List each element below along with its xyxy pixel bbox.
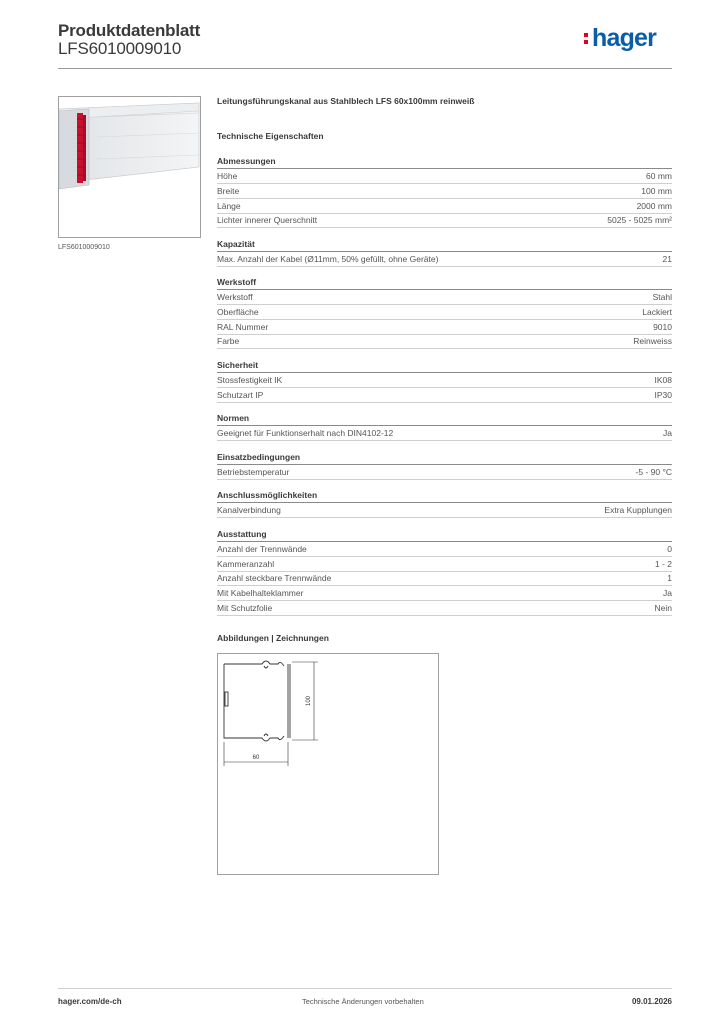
table-row: Oberfläche Lackiert: [217, 305, 672, 320]
footer-date: 09.01.2026: [631, 997, 672, 1006]
table-row: Max. Anzahl der Kabel (Ø11mm, 50% gefüllt, ohne Geräte) 21: [217, 252, 672, 267]
header-divider: [58, 68, 672, 69]
footer-disclaimer: Technische Änderungen vorbehalten: [302, 997, 424, 1006]
section-title-sicherheit: Sicherheit: [217, 359, 672, 373]
table-row: Stossfestigkeit IK IK08: [217, 373, 672, 388]
table-row: Kammeranzahl 1 - 2: [217, 557, 672, 572]
drawings-title: Abbildungen | Zeichnungen: [217, 633, 329, 643]
section-title-ausstattung: Ausstattung: [217, 528, 672, 542]
article-number: LFS6010009010: [58, 39, 182, 58]
document-title: Produktdatenblatt: [58, 21, 201, 40]
table-row: Werkstoff Stahl: [217, 290, 672, 305]
image-caption: LFS6010009010: [58, 244, 110, 251]
footer-divider: [58, 988, 672, 989]
table-row: RAL Nummer 9010: [217, 320, 672, 335]
table-row: Anzahl der Trennwände 0: [217, 542, 672, 557]
section-title-kapazitaet: Kapazität: [217, 238, 672, 252]
section-title-anschluss: Anschlussmöglichkeiten: [217, 489, 672, 503]
product-image: [58, 96, 201, 238]
table-row: Höhe 60 mm: [217, 169, 672, 184]
table-row: Breite 100 mm: [217, 184, 672, 199]
section-title-normen: Normen: [217, 412, 672, 426]
hager-logo: hager: [592, 26, 656, 58]
section-title-einsatzbedingungen: Einsatzbedingungen: [217, 451, 672, 465]
dimension-height: 100: [306, 695, 312, 707]
footer-website-link[interactable]: hager.com/de-ch: [58, 997, 122, 1006]
product-name: Leitungsführungskanal aus Stahlblech LFS 60x100mm reinweiß: [217, 96, 475, 106]
table-row: Anzahl steckbare Trennwände 1: [217, 571, 672, 586]
table-row: Mit Schutzfolie Nein: [217, 601, 672, 616]
section-title-werkstoff: Werkstoff: [217, 276, 672, 290]
dimension-width: 60: [252, 755, 260, 761]
section-title-abmessungen: Abmessungen: [217, 155, 672, 169]
table-row: Schutzart IP IP30: [217, 388, 672, 403]
table-row: Mit Kabelhalteklammer Ja: [217, 586, 672, 601]
table-row: Kanalverbindung Extra Kupplungen: [217, 503, 672, 518]
table-row: Geeignet für Funktionserhalt nach DIN4102-12 Ja: [217, 426, 672, 441]
table-row: Lichter innerer Querschnitt 5025 - 5025 mm²: [217, 213, 672, 228]
table-row: Farbe Reinweiss: [217, 334, 672, 349]
technical-drawing: [217, 653, 439, 875]
tech-properties-title: Technische Eigenschaften: [217, 131, 324, 141]
table-row: Länge 2000 mm: [217, 199, 672, 214]
table-row: Betriebstemperatur -5 - 90 °C: [217, 465, 672, 480]
